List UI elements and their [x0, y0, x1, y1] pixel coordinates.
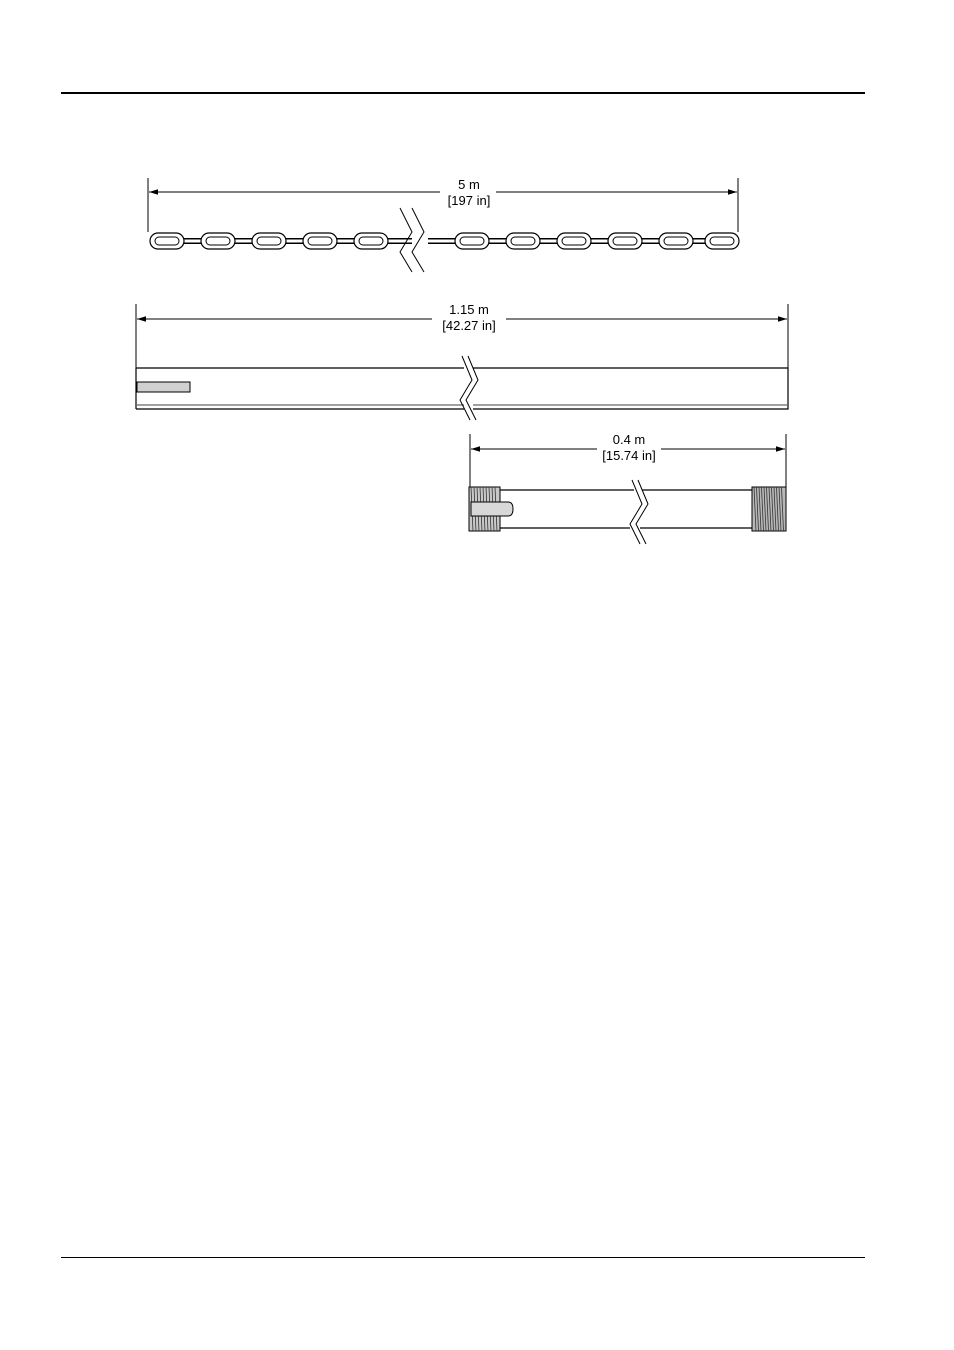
chain-link-inner: [562, 237, 586, 245]
pipe-dimension: [470, 432, 786, 490]
rod-break-mark: [466, 356, 478, 420]
rod-break-mark: [460, 356, 472, 420]
chain-link-inner: [664, 237, 688, 245]
chain-length-metric: 5 m: [458, 177, 480, 192]
chain-length-imperial: [197 in]: [447, 193, 491, 208]
chain-link-inner: [206, 237, 230, 245]
chain-link-inner: [257, 237, 281, 245]
threaded-pipe: [469, 480, 786, 544]
chain: [150, 208, 739, 272]
rod-length-metric: 1.15 m: [449, 302, 489, 317]
rod: [136, 356, 788, 420]
chain-link-inner: [613, 237, 637, 245]
chain-link-inner: [511, 237, 535, 245]
pipe-length-metric: 0.4 m: [612, 432, 646, 447]
chain-break-mark: [412, 208, 424, 272]
pipe-length-imperial: [15.74 in]: [602, 448, 656, 463]
rod-length-imperial: [42.27 in]: [442, 318, 496, 333]
chain-link-inner: [155, 237, 179, 245]
chain-link-inner: [710, 237, 734, 245]
chain-link-inner: [308, 237, 332, 245]
chain-dimension: [148, 177, 738, 232]
chain-link-inner: [460, 237, 484, 245]
chain-link-inner: [359, 237, 383, 245]
pipe-end-insert: [471, 502, 513, 516]
rod-dimension: [136, 302, 788, 368]
rod-end-insert: [137, 382, 190, 392]
